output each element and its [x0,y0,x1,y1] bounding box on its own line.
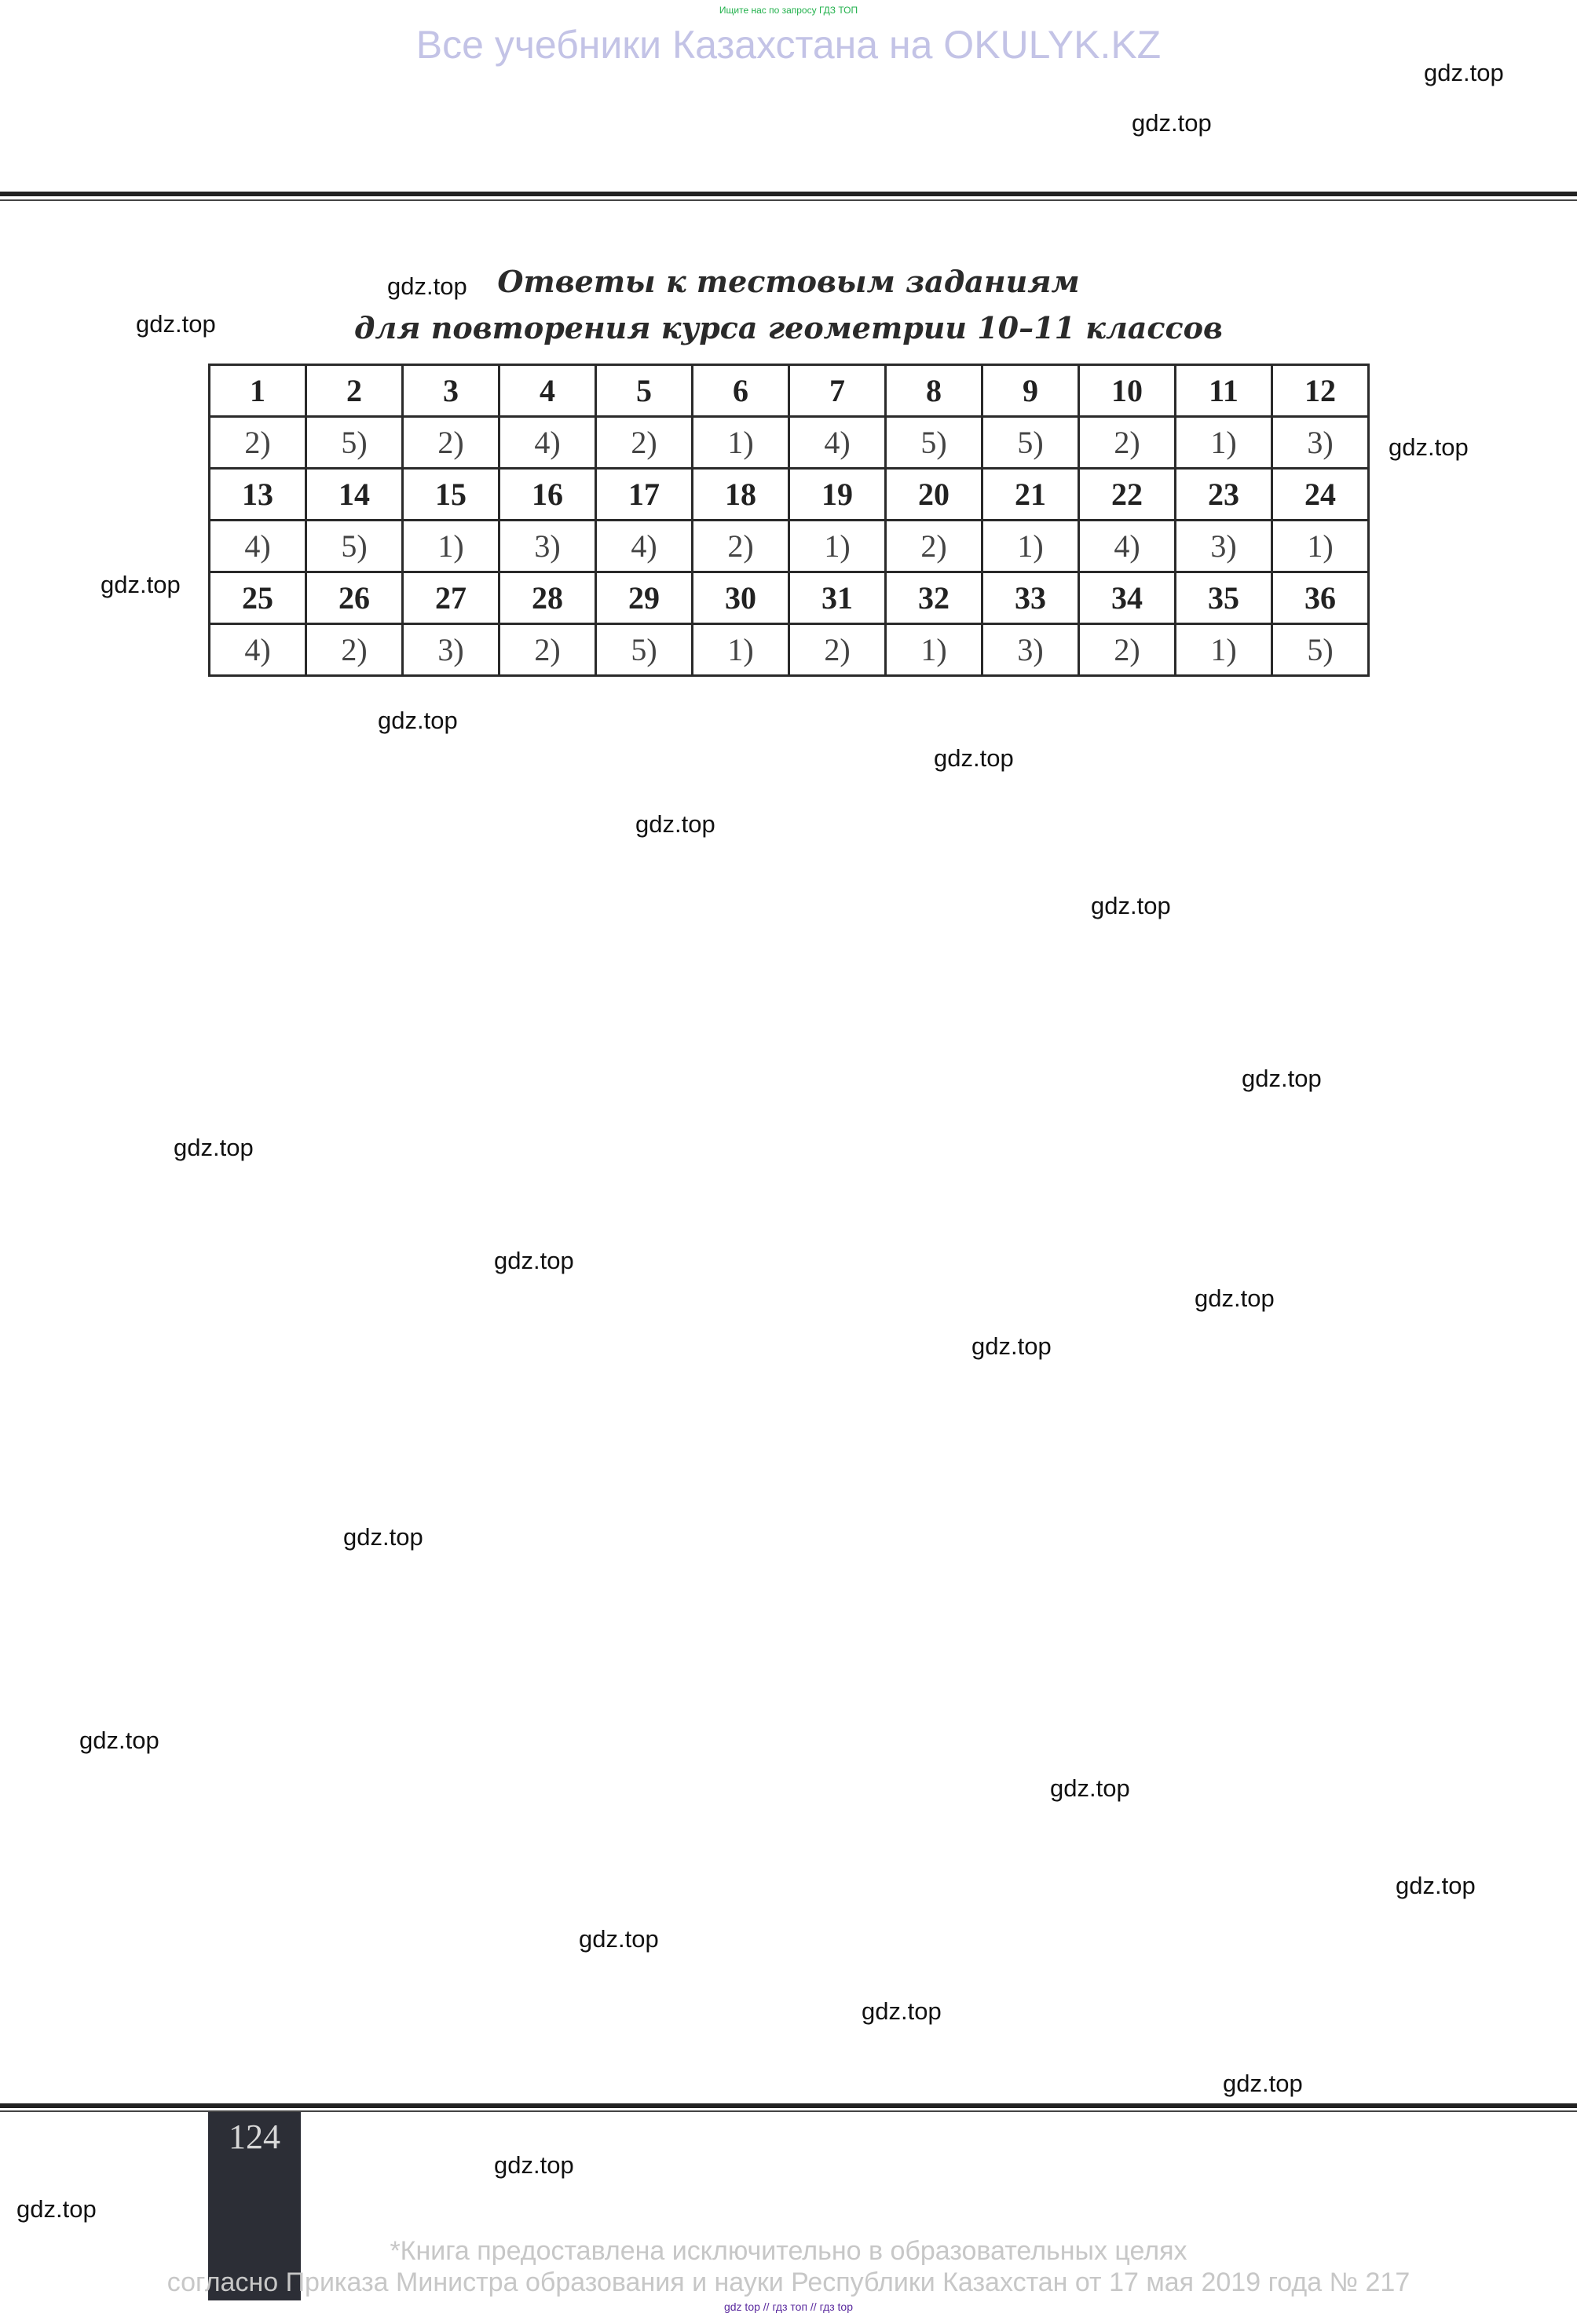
question-number-cell: 7 [789,365,886,417]
question-number-cell: 28 [499,572,596,624]
watermark: gdz.top [174,1134,254,1161]
question-number-cell: 14 [306,469,403,521]
answer-cell: 4) [210,521,306,572]
question-number-cell: 15 [403,469,499,521]
answer-cell: 5) [1272,624,1369,676]
question-number-cell: 5 [596,365,693,417]
answer-cell: 3) [1176,521,1272,572]
question-number-cell: 24 [1272,469,1369,521]
question-number-row [210,469,1369,521]
question-number-row [210,572,1369,624]
answer-cell: 5) [306,417,403,469]
question-number-cell: 23 [1176,469,1272,521]
question-number-cell: 18 [693,469,789,521]
answer-cell: 2) [1079,624,1176,676]
answer-cell: 2) [596,417,693,469]
question-number-cell: 34 [1079,572,1176,624]
watermark: gdz.top [579,1925,659,1953]
watermark: gdz.top [862,1997,942,2025]
question-number-cell: 36 [1272,572,1369,624]
watermark: gdz.top [1091,892,1171,919]
page-number: 124 [229,2118,280,2156]
watermark: gdz.top [971,1332,1052,1360]
footer-notice-line1: *Книга предоставлена исключительно в образовательных целях [390,2236,1187,2266]
question-number-cell: 35 [1176,572,1272,624]
question-number-cell: 2 [306,365,403,417]
watermark: gdz.top [1132,109,1212,137]
header-rule [0,192,1577,196]
question-number-cell: 6 [693,365,789,417]
answer-cell: 4) [789,417,886,469]
answer-cell: 2) [499,624,596,676]
answer-cell: 4) [499,417,596,469]
answer-cell: 5) [596,624,693,676]
question-number-cell: 30 [693,572,789,624]
watermark: gdz.top [378,707,458,734]
question-number-cell: 20 [886,469,982,521]
question-number-cell: 4 [499,365,596,417]
answer-cell: 1) [403,521,499,572]
doc-title-line1: Ответы к тестовым заданиям [497,264,1080,299]
question-number-cell: 9 [982,365,1079,417]
question-number-cell: 32 [886,572,982,624]
answer-row [210,417,1369,469]
answer-cell: 2) [693,521,789,572]
watermark: gdz.top [1389,433,1469,461]
watermark: gdz.top [101,571,181,598]
question-number-row [210,365,1369,417]
question-number-cell: 21 [982,469,1079,521]
answer-cell: 4) [596,521,693,572]
answer-cell: 3) [403,624,499,676]
watermark: gdz.top [1050,1774,1130,1802]
question-number-cell: 27 [403,572,499,624]
watermark: gdz.top [494,1247,574,1274]
question-number-cell: 3 [403,365,499,417]
watermark: gdz.top [494,2151,574,2179]
answer-cell: 1) [693,624,789,676]
question-number-cell: 11 [1176,365,1272,417]
header-rule-thin [0,199,1577,201]
question-number-cell: 8 [886,365,982,417]
answer-cell: 3) [499,521,596,572]
question-number-cell: 1 [210,365,306,417]
answer-cell: 1) [1176,417,1272,469]
watermark: gdz.top [1242,1065,1322,1092]
footer-rule [0,2103,1577,2108]
answer-cell: 1) [693,417,789,469]
answer-cell: 2) [789,624,886,676]
watermark: gdz.top [136,310,216,338]
answer-cell: 2) [403,417,499,469]
bottom-links[interactable]: gdz top // гдз топ // гдз top [723,2300,854,2313]
answer-cell: 2) [1079,417,1176,469]
watermark: gdz.top [635,810,715,838]
answer-cell: 5) [886,417,982,469]
answer-cell: 3) [982,624,1079,676]
footer-notice-line2: согласно Приказа Министра образования и науки Республики Казахстан от 17 мая 2019 года № 217 [166,2267,1411,2297]
question-number-cell: 16 [499,469,596,521]
question-number-cell: 25 [210,572,306,624]
answer-cell: 1) [1272,521,1369,572]
answer-cell: 1) [982,521,1079,572]
answer-cell: 1) [886,624,982,676]
doc-title-line2: для повторения курса геометрии 10–11 классов [354,310,1223,345]
search-hint: Ищите нас по запросу ГДЗ ТОП [719,5,858,16]
answer-cell: 4) [1079,521,1176,572]
question-number-cell: 10 [1079,365,1176,417]
question-number-cell: 13 [210,469,306,521]
question-number-cell: 29 [596,572,693,624]
answer-row [210,624,1369,676]
watermark: gdz.top [16,2195,97,2223]
question-number-cell: 33 [982,572,1079,624]
watermark: gdz.top [1195,1284,1275,1312]
answer-cell: 1) [789,521,886,572]
question-number-cell: 22 [1079,469,1176,521]
answer-row [210,521,1369,572]
question-number-cell: 12 [1272,365,1369,417]
watermark: gdz.top [1424,59,1504,86]
answer-cell: 2) [886,521,982,572]
watermark: gdz.top [1396,1872,1476,1899]
watermark: gdz.top [1223,2070,1303,2097]
question-number-cell: 26 [306,572,403,624]
question-number-cell: 31 [789,572,886,624]
site-banner[interactable]: Все учебники Казахстана на OKULYK.KZ [415,23,1162,67]
answer-cell: 5) [982,417,1079,469]
question-number-cell: 19 [789,469,886,521]
answer-cell: 1) [1176,624,1272,676]
answer-cell: 4) [210,624,306,676]
answer-cell: 2) [210,417,306,469]
watermark: gdz.top [934,744,1014,772]
answer-cell: 5) [306,521,403,572]
watermark: gdz.top [387,272,467,300]
answer-table [208,364,1370,677]
question-number-cell: 17 [596,469,693,521]
answer-cell: 3) [1272,417,1369,469]
watermark: gdz.top [79,1727,159,1754]
answer-cell: 2) [306,624,403,676]
watermark: gdz.top [343,1523,423,1551]
